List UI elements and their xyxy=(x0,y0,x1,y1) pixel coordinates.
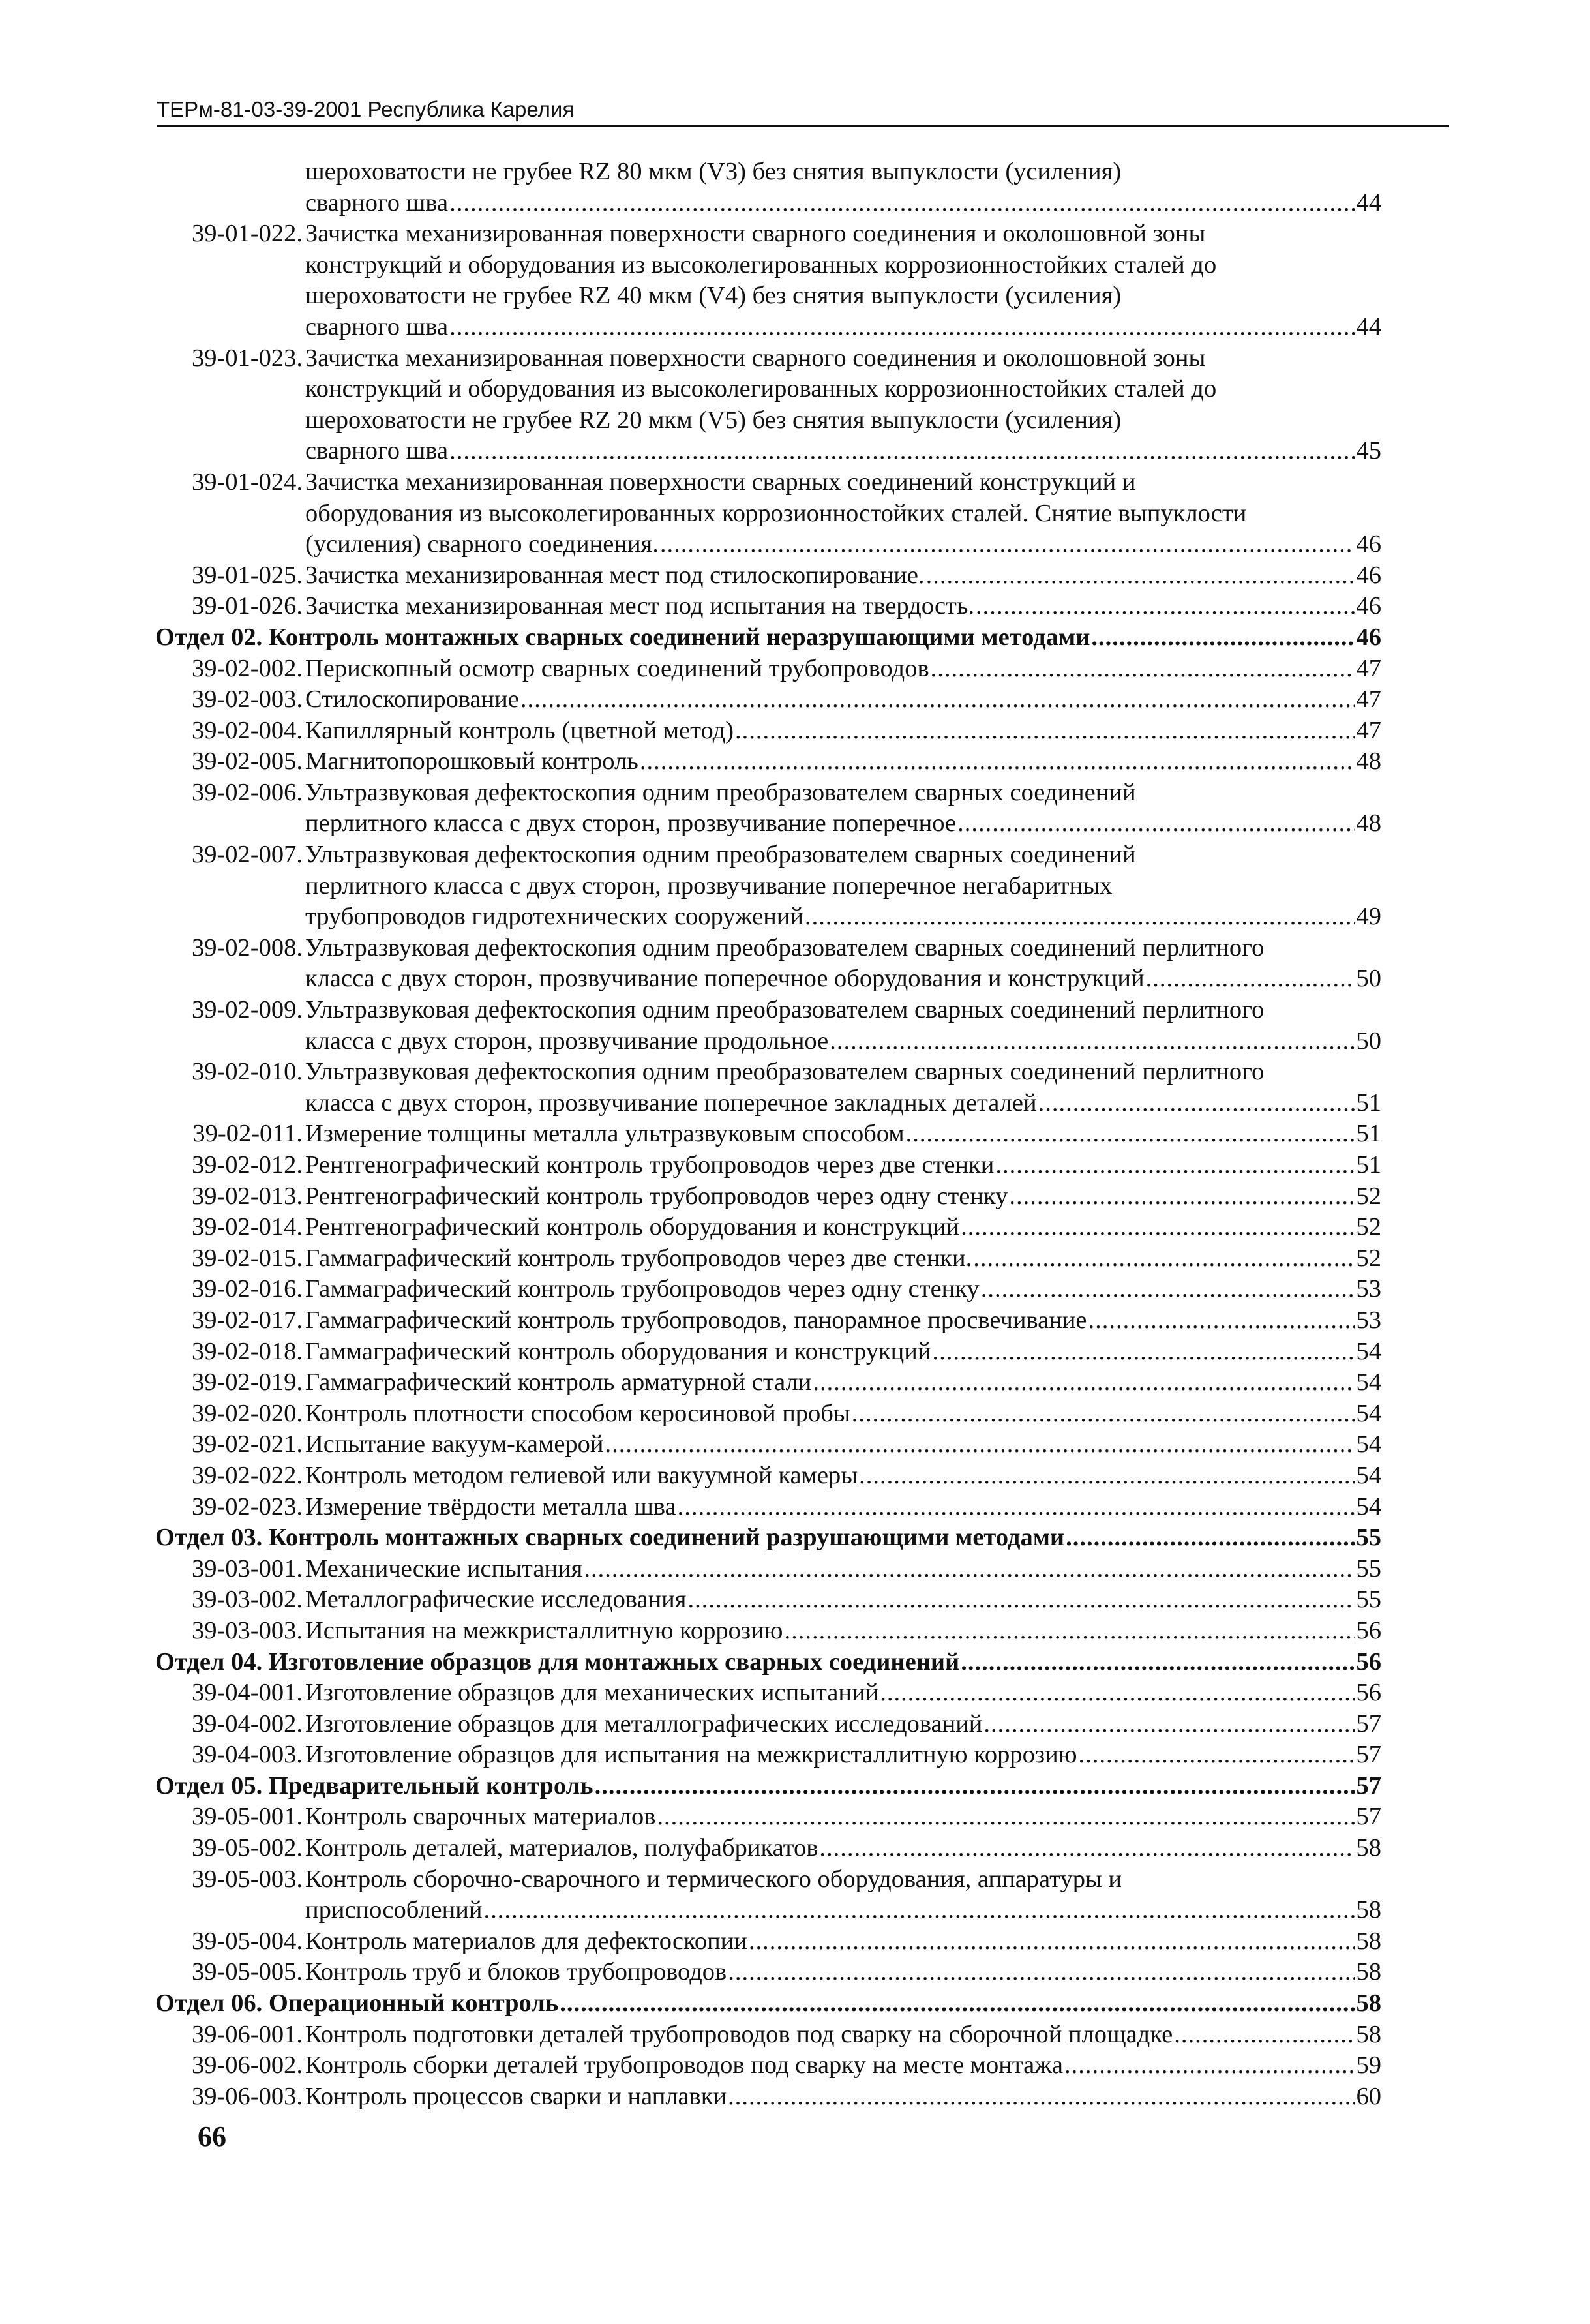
toc-item-code: 39-02-005. xyxy=(191,747,303,776)
toc-item-text: класса с двух сторон, прозвучивание продольное xyxy=(305,1027,829,1055)
dot-leader xyxy=(981,1274,1355,1305)
toc-item-text: Изготовление образцов для металлографических исследований xyxy=(305,1710,983,1738)
dot-leader xyxy=(995,1150,1355,1181)
toc-item-code: 39-02-013. xyxy=(191,1182,303,1210)
toc-page-ref[interactable]: 49 xyxy=(1356,903,1381,931)
running-header: ТЕРм-81-03-39-2001 Республика Карелия xyxy=(157,97,1449,127)
toc-item xyxy=(155,1305,1381,1336)
toc-item-code: 39-02-020. xyxy=(191,1399,303,1427)
toc-item xyxy=(155,1274,1381,1305)
toc-item-code: 39-05-004. xyxy=(191,1927,303,1955)
dot-leader xyxy=(973,1243,1355,1275)
toc-page-ref[interactable]: 48 xyxy=(1356,747,1381,776)
toc-item-text: Рентгенографический контроль трубопроводов через одну стенку xyxy=(305,1182,1008,1210)
toc-item-text: Рентгенографический контроль трубопроводов через две стенки xyxy=(305,1151,995,1179)
dot-leader xyxy=(813,1367,1355,1398)
toc-page-ref[interactable]: 45 xyxy=(1356,437,1381,465)
toc-item-code: 39-02-009. xyxy=(191,996,303,1024)
toc-page-ref[interactable]: 54 xyxy=(1356,1430,1381,1458)
dot-leader xyxy=(961,1212,1355,1243)
toc-page-ref[interactable]: 51 xyxy=(1356,1151,1381,1179)
toc-page-ref[interactable]: 54 xyxy=(1356,1368,1381,1396)
toc-item xyxy=(155,467,1381,560)
toc-item-text: Изготовление образцов для испытания на межкристаллитную коррозию xyxy=(305,1741,1077,1769)
toc-page-ref[interactable]: 47 xyxy=(1356,686,1381,714)
toc-page-ref[interactable]: 48 xyxy=(1356,809,1381,838)
dot-leader xyxy=(449,436,1355,467)
toc-item-text: Гаммаграфический контроль трубопроводов через одну стенку xyxy=(305,1275,980,1303)
dot-leader xyxy=(1038,1088,1355,1119)
toc-item-text: приспособлений xyxy=(305,1896,483,1924)
toc-item-text: класса с двух сторон, прозвучивание поперечное закладных деталей xyxy=(305,1089,1037,1117)
toc-item xyxy=(155,654,1381,685)
toc-item-text: Отдел 03. Контроль монтажных сварных соединений разрушающими методами xyxy=(155,1524,1065,1552)
toc-item xyxy=(155,1057,1381,1119)
dot-leader xyxy=(560,1988,1355,2019)
dot-leader xyxy=(1174,2019,1355,2051)
toc-item-text: Ультразвуковая дефектоскопия одним преобразователем сварных соединений перлитного xyxy=(305,933,1265,961)
toc-page-ref[interactable]: 50 xyxy=(1356,965,1381,993)
toc-item xyxy=(155,157,1381,219)
toc-page-ref[interactable]: 47 xyxy=(1356,654,1381,682)
dot-leader xyxy=(640,746,1355,777)
toc-item-text: шероховатости не грубее RZ 20 мкм (V5) без снятия выпуклости (усиления) xyxy=(305,406,1122,434)
toc-item xyxy=(155,219,1381,342)
dot-leader xyxy=(660,529,1355,560)
toc-item xyxy=(155,591,1381,622)
toc-page-ref[interactable]: 57 xyxy=(1356,1710,1381,1738)
toc-item xyxy=(155,1616,1381,1647)
toc-item-code: 39-02-002. xyxy=(191,654,303,682)
toc-item-text: шероховатости не грубее RZ 40 мкм (V4) без снятия выпуклости (усиления) xyxy=(305,282,1122,310)
toc-item-code: 39-04-002. xyxy=(191,1710,303,1738)
toc-item-text: Зачистка механизированная поверхности сварных соединений конструкций и xyxy=(305,468,1136,496)
toc-item-code: 39-01-025. xyxy=(191,561,303,589)
toc-item-text: (усиления) сварного соединения. xyxy=(305,530,659,558)
toc-page-ref[interactable]: 57 xyxy=(1356,1741,1381,1769)
dot-leader xyxy=(932,1336,1355,1368)
toc-item-text: Стилоскопирование xyxy=(305,686,519,714)
toc-item-text: Зачистка механизированная мест под стилоскопирование. xyxy=(305,561,925,589)
toc-item xyxy=(155,1429,1381,1460)
toc-page-ref[interactable]: 59 xyxy=(1356,2051,1381,2079)
toc-page-ref[interactable]: 54 xyxy=(1356,1399,1381,1427)
toc-item-code: 39-05-002. xyxy=(191,1834,303,1862)
toc-item-code: 39-05-003. xyxy=(191,1865,303,1893)
toc-item-code: 39-01-022. xyxy=(191,220,303,248)
toc-item-text: Контроль деталей, материалов, полуфабрикатов xyxy=(305,1834,818,1862)
toc-item-text: Рентгенографический контроль оборудования и конструкций xyxy=(305,1213,960,1241)
toc-item-code: 39-01-023. xyxy=(191,344,303,372)
toc-item-text: Магнитопорошковый контроль xyxy=(305,747,638,776)
toc-item xyxy=(155,1926,1381,1957)
toc-page-ref[interactable]: 47 xyxy=(1356,716,1381,744)
dot-leader xyxy=(1064,2050,1355,2081)
toc-item-text: Изготовление образцов для механических испытаний xyxy=(305,1679,879,1707)
dot-leader xyxy=(584,1554,1355,1585)
toc-page-ref[interactable]: 55 xyxy=(1356,1586,1381,1614)
toc-page-ref[interactable]: 58 xyxy=(1356,1896,1381,1924)
toc-item-text: шероховатости не грубее RZ 80 мкм (V3) без снятия выпуклости (усиления) xyxy=(305,158,1122,185)
toc-item-text: конструкций и оборудования из высоколегированных коррозионностойких сталей до xyxy=(305,250,1217,279)
toc-item-text: Зачистка механизированная поверхности сварного соединения и околошовной зоны xyxy=(305,344,1206,372)
toc-item-code: 39-02-007. xyxy=(191,841,303,869)
toc-item xyxy=(155,1678,1381,1709)
toc-page-ref[interactable]: 58 xyxy=(1356,1834,1381,1862)
toc-item-text: Контроль подготовки деталей трубопроводов под сварку на сборочной площадке xyxy=(305,2020,1173,2048)
toc-page-ref[interactable]: 52 xyxy=(1356,1182,1381,1210)
toc-item-text: Контроль плотности способом керосиновой пробы xyxy=(305,1399,850,1427)
toc-item xyxy=(155,2081,1381,2113)
toc-item-text: Зачистка механизированная поверхности сварного соединения и околошовной зоны xyxy=(305,220,1206,248)
toc-item-code: 39-06-002. xyxy=(191,2051,303,2079)
toc-item-text: Ультразвуковая дефектоскопия одним преобразователем сварных соединений xyxy=(305,841,1136,869)
toc-item xyxy=(155,995,1381,1057)
toc-item xyxy=(155,2050,1381,2081)
toc-item-text: Гаммаграфический контроль оборудования и конструкций xyxy=(305,1337,931,1365)
toc-item-text: Контроль сборки деталей трубопроводов под сварку на месте монтажа xyxy=(305,2051,1063,2079)
toc-page-ref[interactable]: 60 xyxy=(1356,2082,1381,2110)
toc-item-code: 39-04-001. xyxy=(191,1679,303,1707)
toc-item-code: 39-02-004. xyxy=(191,716,303,744)
toc-item-code: 39-03-001. xyxy=(191,1554,303,1582)
dot-leader xyxy=(1091,622,1355,654)
dot-leader xyxy=(1088,1305,1355,1336)
dot-leader xyxy=(983,1709,1355,1740)
toc-page-ref[interactable]: 58 xyxy=(1356,1958,1381,1986)
toc-page-ref[interactable]: 57 xyxy=(1356,1803,1381,1831)
toc-page-ref[interactable]: 46 xyxy=(1356,561,1381,589)
dot-leader xyxy=(749,1926,1355,1957)
toc-page-ref[interactable]: 53 xyxy=(1356,1275,1381,1303)
toc-item xyxy=(155,1554,1381,1585)
toc-item-text: Гаммаграфический контроль арматурной стали xyxy=(305,1368,812,1396)
toc-page-ref[interactable]: 44 xyxy=(1356,189,1381,217)
toc-section xyxy=(155,1988,1381,2019)
toc-item-code: 39-02-022. xyxy=(191,1461,303,1489)
toc-item-code: 39-02-016. xyxy=(191,1275,303,1303)
toc-item-text: Капиллярный контроль (цветной метод) xyxy=(305,716,734,744)
toc-section xyxy=(155,1522,1381,1554)
toc-item xyxy=(155,343,1381,467)
toc-item xyxy=(155,1492,1381,1523)
toc-item-code: 39-01-026. xyxy=(191,592,303,620)
toc-item xyxy=(155,1119,1381,1150)
toc-item-code: 39-06-001. xyxy=(191,2020,303,2048)
toc-item-text: сварного шва xyxy=(305,189,449,217)
dot-leader xyxy=(728,2081,1355,2113)
toc-item-text: Ультразвуковая дефектоскопия одним преобразователем сварных соединений xyxy=(305,778,1136,806)
toc-item xyxy=(155,1957,1381,1988)
page-number: 66 xyxy=(198,2120,226,2152)
toc-item-text: перлитного класса с двух сторон, прозвучивание поперечное xyxy=(305,809,957,838)
toc-item-code: 39-02-008. xyxy=(191,933,303,961)
toc-item-text: Измерение толщины металла ультразвуковым способом xyxy=(305,1120,905,1148)
toc-item xyxy=(155,560,1381,592)
toc-item-text: Контроль методом гелиевой или вакуумной камеры xyxy=(305,1461,858,1489)
toc-section xyxy=(155,1771,1381,1802)
toc-item xyxy=(155,2019,1381,2051)
toc-item xyxy=(155,716,1381,747)
toc-item-text: Гаммаграфический контроль трубопроводов, панорамное просвечивание xyxy=(305,1306,1087,1334)
toc-item-code: 39-02-021. xyxy=(191,1430,303,1458)
dot-leader xyxy=(880,1678,1355,1709)
toc-item-text: Отдел 02. Контроль монтажных сварных соединений неразрушающими методами xyxy=(155,623,1090,651)
toc-item-code: 39-02-018. xyxy=(191,1337,303,1365)
toc-item xyxy=(155,777,1381,839)
dot-leader xyxy=(449,188,1355,219)
toc-item-text: оборудования из высоколегированных коррозионностойких сталей. Снятие выпуклости xyxy=(305,499,1247,527)
toc-page-ref[interactable]: 51 xyxy=(1356,1120,1381,1148)
toc-item xyxy=(155,1212,1381,1243)
toc-item-text: Испытания на межкристаллитную коррозию xyxy=(305,1616,783,1644)
toc-item-text: Контроль сварочных материалов xyxy=(305,1803,656,1831)
dot-leader xyxy=(926,560,1355,592)
toc-item-text: Контроль материалов для дефектоскопии xyxy=(305,1927,747,1955)
toc-item xyxy=(155,1709,1381,1740)
toc-item-code: 39-05-001. xyxy=(191,1803,303,1831)
toc-page-ref[interactable]: 52 xyxy=(1356,1213,1381,1241)
toc-item xyxy=(155,1336,1381,1368)
toc-section xyxy=(155,622,1381,654)
dot-leader xyxy=(931,654,1355,685)
toc-item-text: Гаммаграфический контроль трубопроводов через две стенки. xyxy=(305,1244,972,1272)
toc-item-code: 39-05-005. xyxy=(191,1958,303,1986)
toc-page-ref[interactable]: 54 xyxy=(1356,1337,1381,1365)
toc-page-ref[interactable]: 58 xyxy=(1356,2020,1381,2048)
dot-leader xyxy=(483,1895,1355,1926)
toc-item xyxy=(155,1802,1381,1833)
toc-item-code: 39-02-019. xyxy=(191,1368,303,1396)
dot-leader xyxy=(657,1802,1355,1833)
toc-page-ref[interactable]: 56 xyxy=(1356,1616,1381,1644)
toc-item-text: Металлографические исследования xyxy=(305,1586,687,1614)
toc-item-text: класса с двух сторон, прозвучивание поперечное оборудования и конструкций xyxy=(305,965,1145,993)
toc-page-ref[interactable]: 44 xyxy=(1356,312,1381,340)
toc-page-ref[interactable]: 58 xyxy=(1356,1927,1381,1955)
toc-item-code: 39-03-003. xyxy=(191,1616,303,1644)
toc-item-code: 39-02-011. xyxy=(192,1120,303,1148)
toc-item xyxy=(155,1740,1381,1771)
toc-page-ref[interactable]: 55 xyxy=(1356,1554,1381,1582)
dot-leader xyxy=(830,1026,1355,1057)
toc-item xyxy=(155,839,1381,933)
toc-item xyxy=(155,1181,1381,1213)
dot-leader xyxy=(520,684,1355,716)
toc-item-text: сварного шва xyxy=(305,437,449,465)
toc-page-ref[interactable]: 46 xyxy=(1356,530,1381,558)
toc-item xyxy=(155,1398,1381,1430)
toc-page-ref[interactable]: 46 xyxy=(1356,592,1381,620)
toc-item-code: 39-02-015. xyxy=(191,1244,303,1272)
toc-item xyxy=(155,1367,1381,1398)
toc-item xyxy=(155,1833,1381,1864)
dot-leader xyxy=(1066,1522,1355,1554)
toc-item-text: Отдел 04. Изготовление образцов для монтажных сварных соединений xyxy=(155,1648,960,1676)
toc-item-code: 39-02-012. xyxy=(191,1151,303,1179)
toc-item-text: Измерение твёрдости металла шва xyxy=(305,1492,676,1520)
dot-leader xyxy=(688,1584,1355,1616)
toc-page-ref[interactable]: 52 xyxy=(1356,1244,1381,1272)
toc-item-text: Отдел 05. Предварительный контроль xyxy=(155,1772,593,1800)
toc-page-ref[interactable]: 46 xyxy=(1356,623,1381,651)
toc-item-text: Перископный осмотр сварных соединений трубопроводов xyxy=(305,654,929,682)
toc-section xyxy=(155,1647,1381,1678)
dot-leader xyxy=(784,1616,1355,1647)
toc-item-code: 39-06-003. xyxy=(191,2082,303,2110)
toc-item-code: 39-02-003. xyxy=(191,686,303,714)
toc-item xyxy=(155,1243,1381,1275)
dot-leader xyxy=(859,1460,1355,1492)
toc-item-code: 39-01-024. xyxy=(191,468,303,496)
toc-item-text: перлитного класса с двух сторон, прозвучивание поперечное негабаритных xyxy=(305,871,1113,899)
toc-page-ref[interactable]: 55 xyxy=(1356,1524,1381,1552)
toc-page-ref[interactable]: 56 xyxy=(1356,1648,1381,1676)
toc-page-ref[interactable]: 57 xyxy=(1356,1772,1381,1800)
toc-item-text: Ультразвуковая дефектоскопия одним преобразователем сварных соединений перлитного xyxy=(305,996,1265,1024)
dot-leader xyxy=(678,1492,1355,1523)
toc-page-ref[interactable]: 58 xyxy=(1356,1989,1381,2017)
dot-leader xyxy=(819,1833,1355,1864)
dot-leader xyxy=(449,312,1355,343)
toc-item-text: Контроль труб и блоков трубопроводов xyxy=(305,1958,727,1986)
toc-item-text: Механические испытания xyxy=(305,1554,583,1582)
dot-leader xyxy=(957,808,1355,839)
toc-item-code: 39-02-014. xyxy=(191,1213,303,1241)
toc-item xyxy=(155,684,1381,716)
toc-item-text: Отдел 06. Операционный контроль xyxy=(155,1989,559,2017)
toc-item xyxy=(155,746,1381,777)
toc-item-text: Испытание вакуум-камерой xyxy=(305,1430,604,1458)
toc-page-ref[interactable]: 54 xyxy=(1356,1492,1381,1520)
toc-item-text: Ультразвуковая дефектоскопия одним преобразователем сварных соединений перлитного xyxy=(305,1058,1265,1086)
dot-leader xyxy=(805,901,1355,933)
toc-item xyxy=(155,1460,1381,1492)
toc-item-code: 39-02-023. xyxy=(191,1492,303,1520)
dot-leader xyxy=(1009,1181,1355,1213)
toc-page-ref[interactable]: 50 xyxy=(1356,1027,1381,1055)
toc-page-ref[interactable]: 51 xyxy=(1356,1089,1381,1117)
toc-item-code: 39-04-003. xyxy=(191,1741,303,1769)
toc-item xyxy=(155,1150,1381,1181)
toc-item-text: сварного шва xyxy=(305,312,449,340)
toc-item-code: 39-02-017. xyxy=(191,1306,303,1334)
dot-leader xyxy=(852,1398,1355,1430)
toc-item xyxy=(155,1584,1381,1616)
dot-leader xyxy=(1146,963,1355,995)
toc-item-text: конструкций и оборудования из высоколегированных коррозионностойких сталей до xyxy=(305,375,1217,403)
dot-leader xyxy=(595,1771,1355,1802)
toc-item-code: 39-03-002. xyxy=(191,1586,303,1614)
toc-page-ref[interactable]: 53 xyxy=(1356,1306,1381,1334)
dot-leader xyxy=(1078,1740,1355,1771)
dot-leader xyxy=(728,1957,1355,1988)
dot-leader xyxy=(961,1647,1355,1678)
toc-item xyxy=(155,933,1381,995)
toc-item-text: трубопроводов гидротехнических сооружений xyxy=(305,903,804,931)
dot-leader xyxy=(735,716,1355,747)
dot-leader xyxy=(976,591,1355,622)
toc-item-code: 39-02-010. xyxy=(191,1058,303,1086)
toc-item-text: Зачистка механизированная мест под испытания на твердость. xyxy=(305,592,975,620)
toc-page-ref[interactable]: 56 xyxy=(1356,1679,1381,1707)
toc-item-text: Контроль процессов сварки и наплавки xyxy=(305,2082,727,2110)
table-of-contents xyxy=(155,157,1381,2112)
toc-item-code: 39-02-006. xyxy=(191,778,303,806)
toc-item-text: Контроль сборочно-сварочного и термического оборудования, аппаратуры и xyxy=(305,1865,1122,1893)
toc-page-ref[interactable]: 54 xyxy=(1356,1461,1381,1489)
toc-item xyxy=(155,1864,1381,1926)
dot-leader xyxy=(906,1119,1355,1150)
dot-leader xyxy=(605,1429,1355,1460)
